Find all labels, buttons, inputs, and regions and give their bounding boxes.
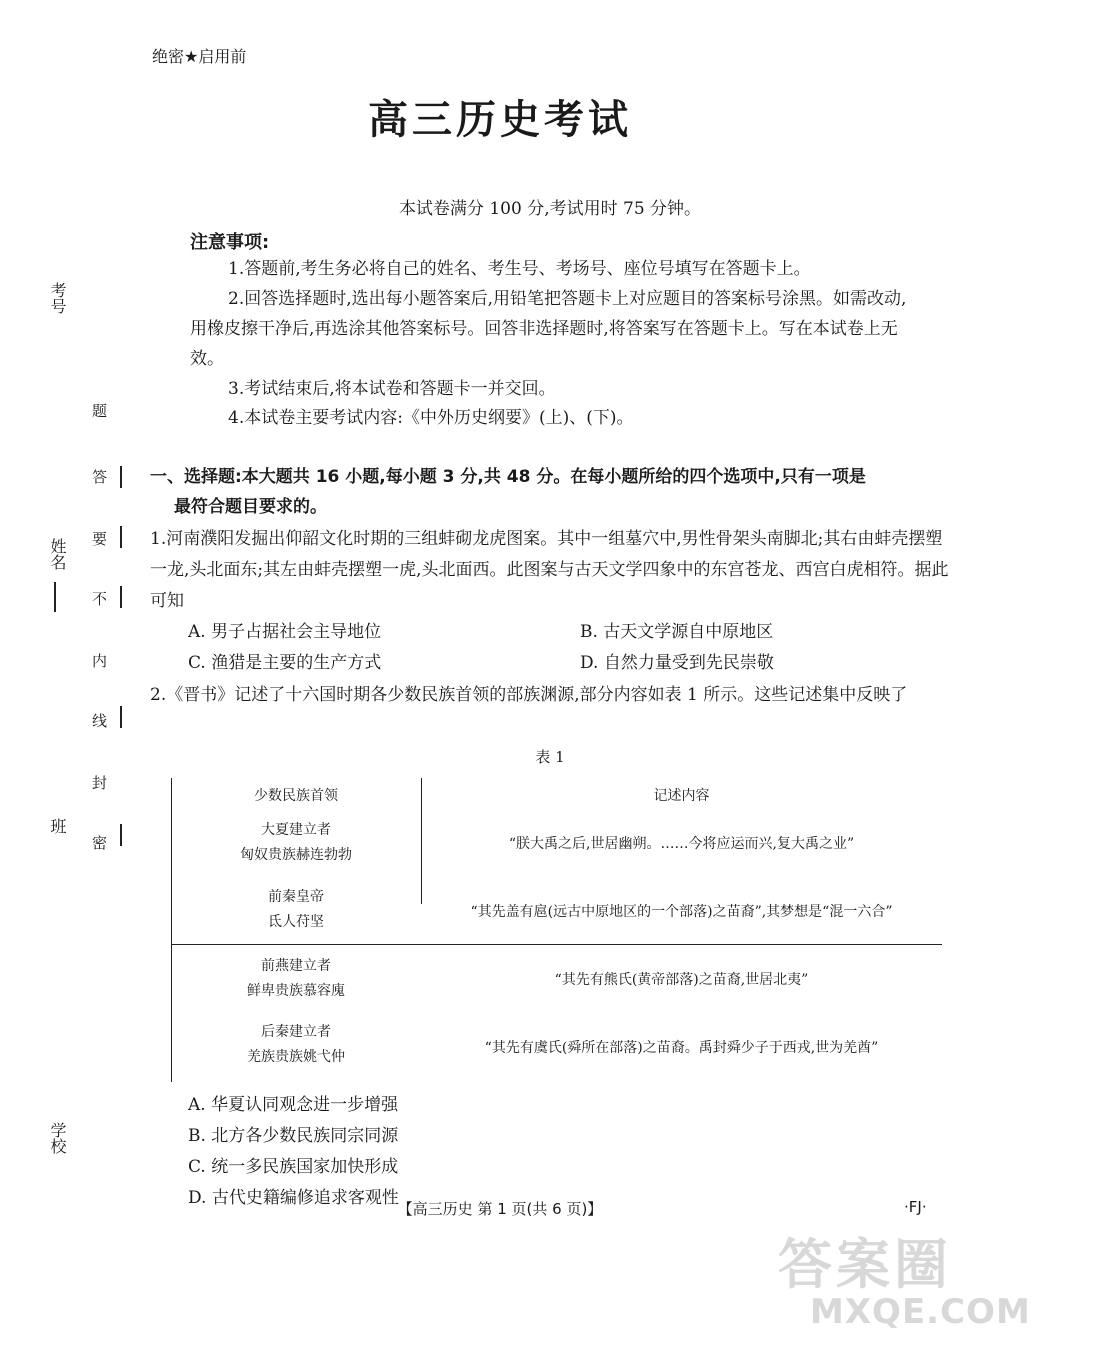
seal-dash-3 bbox=[120, 586, 122, 608]
q1-option-b[interactable]: B. 古天文学源自中原地区 bbox=[580, 622, 774, 642]
q2-option-c[interactable]: C. 统一多民族国家加快形成 bbox=[188, 1157, 399, 1177]
q1-option-a[interactable]: A. 男子占据社会主导地位 bbox=[188, 622, 382, 642]
table-row-1-leader bbox=[171, 818, 421, 868]
notice-heading: 注意事项: bbox=[190, 232, 270, 253]
seal-char-8: 密 bbox=[92, 834, 108, 852]
table-row-divider bbox=[171, 944, 942, 945]
table-row-4-leader bbox=[171, 1020, 421, 1070]
table-row-3-leader bbox=[171, 954, 421, 1004]
data-table bbox=[171, 778, 942, 1082]
table-row-1-leader-title: 大夏建立者 bbox=[261, 822, 331, 838]
q1-option-c[interactable]: C. 渔猎是主要的生产方式 bbox=[188, 653, 382, 673]
seal-dash-5 bbox=[120, 824, 122, 846]
seal-char-6: 线 bbox=[92, 712, 108, 730]
margin-school: 学校 bbox=[48, 1122, 67, 1154]
table-header-content: 记述内容 bbox=[653, 788, 710, 804]
notice-item-1: 1.答题前,考生务必将自己的姓名、考生号、考场号、座位号填写在答题卡上。 bbox=[228, 259, 811, 279]
page-footer: 【高三历史 第 1 页(共 6 页)】 bbox=[397, 1200, 603, 1218]
section-heading-line2: 最符合题目要求的。 bbox=[174, 497, 327, 517]
section-heading-line1: 一、选择题:本大题共 16 小题,每小题 3 分,共 48 分。在每小题所给的四个选项中,只有一项是 bbox=[150, 467, 866, 487]
exam-title: 高三历史考试 bbox=[368, 97, 632, 143]
question-2 bbox=[150, 680, 950, 711]
margin-name-line bbox=[54, 582, 56, 612]
margin-name: 姓名 bbox=[48, 538, 67, 570]
question-1 bbox=[150, 524, 950, 679]
footer-code: ·FJ· bbox=[904, 1198, 927, 1216]
table-row-4-content: “其先有虞氏(舜所在部落)之苗裔。禹封舜少子于西戎,世为羌酋” bbox=[484, 1040, 879, 1056]
table-caption: 表 1 bbox=[535, 748, 565, 766]
margin-exam-number: 考号 bbox=[48, 282, 67, 314]
exam-subtitle: 本试卷满分 100 分,考试用时 75 分钟。 bbox=[398, 199, 702, 219]
seal-char-7: 封 bbox=[92, 774, 108, 792]
q2-options bbox=[188, 1090, 588, 1214]
notice-item-3: 3.考试结束后,将本试卷和答题卡一并交回。 bbox=[228, 379, 556, 399]
q1-option-d[interactable]: D. 自然力量受到先民崇敬 bbox=[580, 653, 774, 673]
seal-char-2: 答 bbox=[92, 468, 108, 486]
table-header-leader: 少数民族首领 bbox=[254, 788, 338, 804]
table-row-2-leader-title: 前秦皇帝 bbox=[268, 889, 324, 905]
table-row-2-leader bbox=[171, 885, 421, 935]
margin-class: 班 bbox=[48, 818, 67, 834]
seal-dash-2 bbox=[120, 526, 122, 548]
table-row-3-content: “其先有熊氏(黄帝部落)之苗裔,世居北夷” bbox=[554, 972, 809, 988]
table-row-1-content: “朕大禹之后,世居幽朔。……今将应运而兴,复大禹之业” bbox=[508, 836, 855, 852]
seal-char-5: 内 bbox=[92, 652, 108, 670]
seal-char-3: 要 bbox=[92, 530, 108, 548]
question-1-stem: 1.河南濮阳发掘出仰韶文化时期的三组蚌砌龙虎图案。其中一组墓穴中,男性骨架头南脚北;其右由蚌壳摆塑一龙,头北面东;其左由蚌壳摆塑一虎,头北面西。此图案与古天文学四象中的东宫苍龙、西宫白虎相符。据此可知 bbox=[150, 529, 949, 611]
watermark-logo-top: 答案圈 bbox=[778, 1233, 952, 1296]
question-2-stem: 2.《晋书》记述了十六国时期各少数民族首领的部族渊源,部分内容如表 1 所示。这些记述集中反映了 bbox=[150, 685, 908, 705]
table-row-2-content: “其先盖有扈(远古中原地区的一个部落)之苗裔”,其梦想是“混一六合” bbox=[470, 904, 893, 920]
notice-item-4: 4.本试卷主要考试内容:《中外历史纲要》(上)、(下)。 bbox=[228, 408, 634, 428]
watermark-logo bbox=[770, 1222, 1031, 1342]
section-heading bbox=[150, 462, 950, 522]
table-row-4-leader-name: 羌族贵族姚弋仲 bbox=[247, 1049, 345, 1065]
q2-option-a[interactable]: A. 华夏认同观念进一步增强 bbox=[188, 1095, 399, 1115]
notice-item-2: 2.回答选择题时,选出每小题答案后,用铅笔把答题卡上对应题目的答案标号涂黑。如需改动,用橡皮擦干净后,再选涂其他答案标号。回答非选择题时,将答案写在答题卡上。写在本试卷上无效。 bbox=[190, 289, 907, 369]
seal-dash-4 bbox=[120, 706, 122, 728]
table-row-3-leader-name: 鲜卑贵族慕容廆 bbox=[247, 983, 345, 999]
seal-char-4: 不 bbox=[92, 590, 108, 608]
table-row-2-leader-name: 氐人苻坚 bbox=[268, 914, 324, 930]
q2-option-b[interactable]: B. 北方各少数民族同宗同源 bbox=[188, 1126, 399, 1146]
q2-option-d[interactable]: D. 古代史籍编修追求客观性 bbox=[188, 1188, 399, 1208]
table-row-3-leader-title: 前燕建立者 bbox=[261, 958, 331, 974]
seal-char-1: 题 bbox=[92, 402, 108, 420]
seal-dash-1 bbox=[120, 466, 122, 488]
watermark-logo-bottom: MXQE.COM bbox=[810, 1292, 1031, 1332]
table-row-4-leader-title: 后秦建立者 bbox=[261, 1024, 331, 1040]
table-row-1-leader-name: 匈奴贵族赫连勃勃 bbox=[240, 847, 352, 863]
secret-mark: 绝密★启用前 bbox=[152, 47, 247, 66]
